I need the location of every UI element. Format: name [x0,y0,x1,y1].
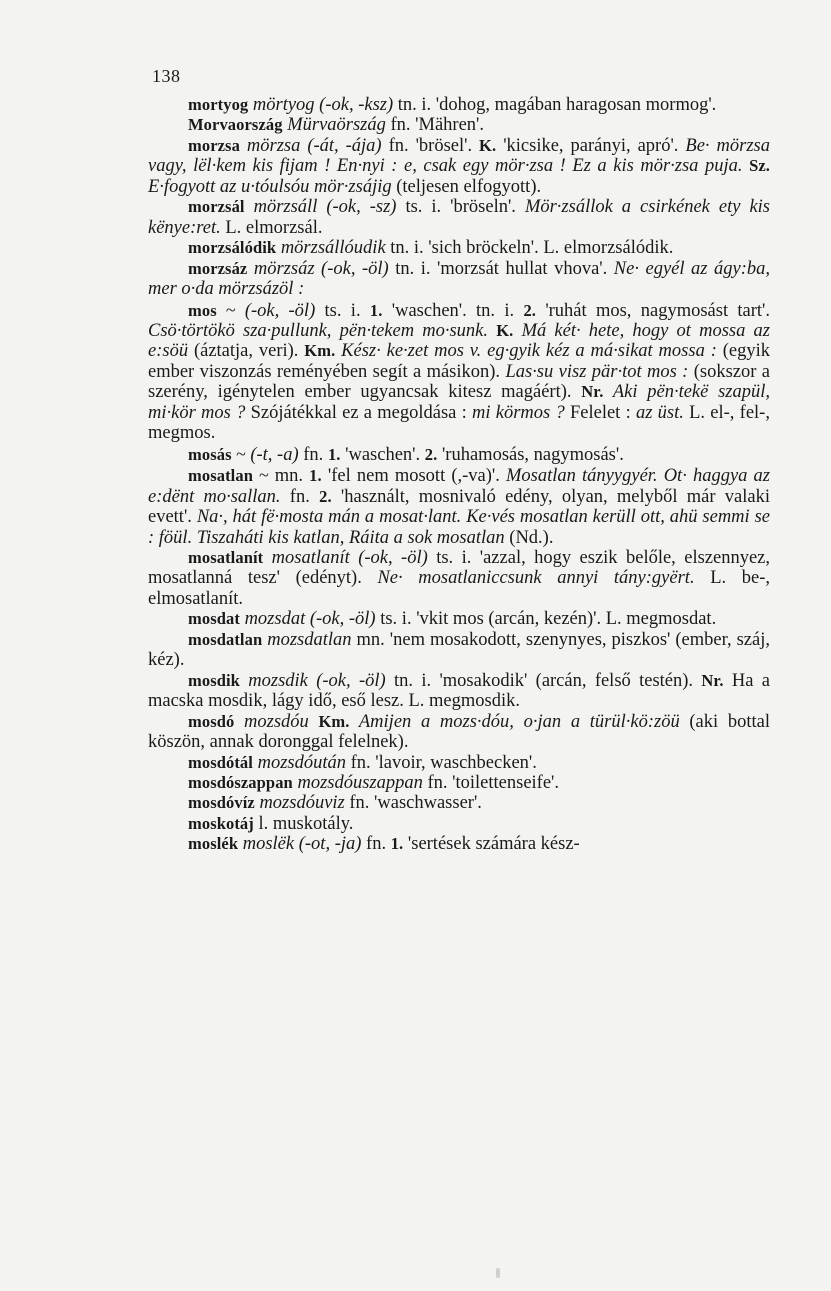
entry-text: tn. i. 'mosakodik' (arcán, felső testén). [385,670,702,691]
entry-text [309,712,319,732]
entry-headword: mosdóvíz [188,793,255,813]
entry-headword: mosdószappan [188,772,293,792]
entry-headword: mortyog [188,95,249,114]
entry-headword: mosdótál [188,752,253,772]
dialect-form: Las·su visz pär·tot mos : [505,361,689,382]
entry-text: fn. 'brösel'. [381,135,480,156]
dictionary-entry [148,95,770,115]
entry-headword: moslék [188,834,239,854]
entry-text: ts. i. 'vkit mos (arcán, kezén)'. L. megmosdat. [375,609,717,630]
entry-text: (áztatja, veri). [188,341,305,362]
entry-text: ts. i. [315,300,370,321]
page-number: 138 [152,66,181,86]
entry-text: tn. i. 'morzsát hullat vhova'. [388,258,614,279]
dialect-form: Amijen a mozs·dóu, o·jan a türül·kö:zöü [349,711,680,732]
entry-headword: mosatlanít [188,547,264,567]
entry-headword: mosás [188,444,232,464]
entry-marker: K. [479,135,497,155]
dictionary-entry [148,136,770,197]
dialect-form: (-ok, -öl) [244,300,316,321]
entry-text: 'ruhamosás, nagymosás'. [437,444,624,465]
entry-text [488,321,496,341]
entry-headword: Morvaország [188,115,283,135]
dialect-form: mozsdik (-ok, -öl) [239,670,386,691]
dialect-form: mozsdóuviz [254,793,345,814]
dialect-form: Ne· mosatlaniccsunk annyi tány:gyërt. [377,568,695,589]
dictionary-entry [148,773,770,793]
dictionary-entry [148,753,770,773]
entry-headword: mosdó [188,711,235,731]
entry-text: tn. i. 'dohog, magában haragosan mormog'. [393,95,717,115]
entry-text: fn. [280,486,320,507]
entry-text: Felelet : [564,402,636,423]
entry-headword: mosatlan [188,466,253,486]
dialect-form: mörzsáll (-ok, -sz) [244,197,397,218]
dictionary-entry [148,197,770,238]
dialect-form: Na·, hát fë·mosta mán a mosat·lant. Ke·vés mosatlan kerüll ott, ahü semmi se : föül. Tiszaháti kis katlan, Ráita a sok mosatlan [148,507,770,548]
dialect-form: Ne· egyél az ágy:ba, mer o·da mörzsázöl : [148,258,770,300]
entry-text: ts. i. 'bröseln'. [396,197,525,218]
dictionary-entry [148,259,770,300]
dialect-form: Má két· hete, hogy ot mossa az e:söü [148,320,770,362]
dictionary-entry [148,444,770,465]
entry-marker: 2. [523,300,537,320]
tilde-mark: ~ [216,299,245,320]
entry-text: 'sertések számára kész- [403,834,580,855]
dialect-form: mozsdat (-ok, -öl) [239,609,376,630]
entry-text: fn. 'lavoir, waschbecken'. [346,752,537,773]
entry-headword: mos [188,300,217,320]
entry-text: L. el-, fel-, megmos. [148,402,770,444]
entry-marker: Nr. [701,670,724,690]
dialect-form: Mürvaörszág [282,115,386,136]
entry-text: 'waschen'. tn. i. [382,300,524,321]
entry-text: (egyik ember viszonzás reményében segít a másikon). [148,341,770,382]
entry-text: (teljesen elfogyott). [391,176,542,197]
dialect-form: moslëk (-ot, -ja) [238,834,362,855]
entry-text: 'waschen'. [340,444,425,465]
entry-list [148,95,770,855]
dialect-form: Aki pën·tekë szapül, mi·kör mos ? [148,382,770,423]
dictionary-entry [148,465,770,548]
entry-text: 'fel nem mosott (,-va)'. [321,466,507,487]
entry-marker: Km. [304,341,336,361]
entry-text: 'használt, mosnivaló edény, olyan, melyből már valaki evett'. [148,486,770,528]
entry-text: (aki bottal köszön, annak doronggal felelnek). [148,711,770,753]
dialect-form: mörtyog (-ok, -ksz) [248,95,394,115]
dictionary-entry [148,814,770,834]
dialect-form: mozsdóután [252,752,347,773]
entry-marker: Sz. [749,156,770,176]
tilde-mark: ~ [252,465,275,486]
tilde-mark: ~ [231,443,251,464]
entry-text: fn. [361,834,391,855]
entry-marker: 1. [369,300,383,320]
dialect-form: E·fogyott az u·tóulsóu mör·zsájig [148,176,392,197]
dialect-form: mozsdóuszappan [292,772,423,793]
entry-headword: mosdik [188,670,240,690]
entry-headword: morzsál [188,197,245,217]
dialect-form: Csö·törtökö sza·pullunk, pën·tekem mo·sunk. [148,320,489,341]
dialect-form: Kész· ke·zet mos v. eg·gyik kéz a má·sikat mossa : [335,341,717,362]
dictionary-entry [148,671,770,712]
entry-headword: morzsáz [188,258,248,278]
entry-marker: 1. [390,834,404,854]
entry-text: tn. i. 'sich bröckeln'. L. elmorzsálódik. [385,238,674,259]
entry-marker: K. [496,320,514,340]
entry-marker: Km. [318,711,350,731]
dictionary-entry [148,712,770,753]
dictionary-entry [148,630,770,671]
dictionary-entry [148,300,770,444]
entry-text: L. elmorzsál. [220,217,323,238]
entry-text: fn. 'Mähren'. [385,115,484,136]
dictionary-entry [148,834,770,854]
entry-headword: morzsa [188,135,240,155]
entry-marker: 1. [327,444,341,464]
dialect-form: mörzsáz (-ok, -öl) [247,258,389,279]
dialect-form: (-t, -a) [250,444,299,465]
entry-text: mn. [274,466,310,487]
entry-marker: 1. [309,466,322,486]
dictionary-entry [148,609,770,629]
dialect-form: az üst. [635,402,684,423]
entry-text: (sokszor a szerény, igénytelen ember ugyancsak kitesz magáért). [148,361,770,403]
entry-marker: 2. [319,486,332,506]
entry-text: 'ruhát mos, nagymosást tart'. [536,300,770,321]
dictionary-entry [148,238,770,258]
entry-marker: 2. [424,444,438,464]
entry-headword: moskotáj [188,813,254,833]
entry-headword: morzsálódik [188,238,277,258]
entry-headword: mosdatlan [188,629,263,649]
dialect-form: Be· mörzsa vagy, lël·kem kis fijam ! En·nyi : e, csak egy mör·zsa ! Ez a kis mör·zsa puja. [148,135,770,177]
dialect-form: Mosatlan tányygyér. Ot· haggya az e:dënt mo·sallan. [148,466,770,507]
dialect-form: mörzsa (-át, -ája) [239,135,382,156]
dialect-form: mozsdóu [234,711,309,732]
entry-headword: mosdat [188,609,240,629]
dictionary-entry [148,548,770,609]
entry-marker: Nr. [581,382,604,402]
entry-text: L. be-, elmosatlanít. [148,568,770,609]
dialect-form: mi körmos ? [472,402,565,423]
entry-text: fn. 'waschwasser'. [344,793,482,814]
entry-text: mn. 'nem mosakodott, szenynyes, piszkos' (ember, száj, kéz). [148,629,770,671]
entry-text: fn. [298,444,328,465]
entry-text: ts. i. 'azzal, hogy eszik belőle, elszennyez, mosatlanná tesz' (edényt). [148,547,770,589]
dialect-form: mörzsállóudik [276,238,386,259]
entry-text: (Nd.). [504,527,554,548]
entry-text: Ha a macska mosdik, lágy idő, eső lesz. L. megmosdik. [148,670,770,712]
scan-speck [496,1268,500,1278]
dictionary-entry [148,793,770,813]
dialect-form: mozsdatlan [262,629,352,650]
entry-text: 'kicsike, parányi, apró'. [496,135,686,156]
dialect-form: mosatlanít (-ok, -öl) [263,547,428,568]
entry-text: fn. 'toilettenseife'. [422,772,559,793]
dialect-form: Mör·zsállok a csirkének ety kis kënye:ret. [148,197,770,238]
entry-text: l. muskotály. [253,813,354,834]
dictionary-entry [148,115,770,135]
entry-text: Szójátékkal ez a megoldása : [245,402,473,423]
